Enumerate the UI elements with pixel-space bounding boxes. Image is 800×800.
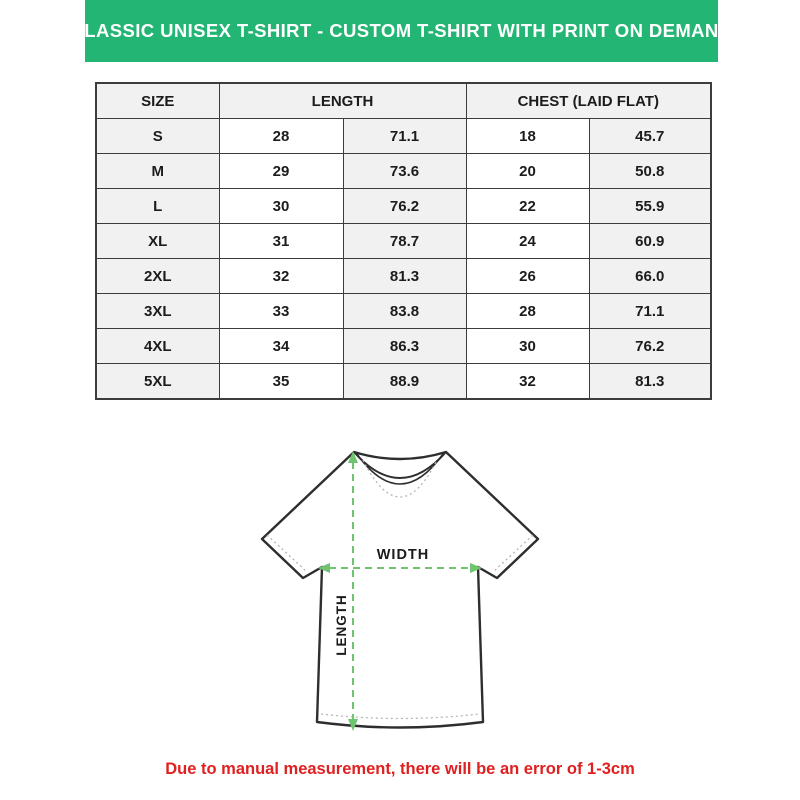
chest-cm-cell: 55.9 <box>589 189 711 224</box>
size-table <box>95 82 712 400</box>
chest-in-cell: 26 <box>466 259 589 294</box>
chest-in-cell: 28 <box>466 294 589 329</box>
length-in-cell: 30 <box>219 189 343 224</box>
chest-in-cell: 24 <box>466 224 589 259</box>
chest-in-cell: 22 <box>466 189 589 224</box>
size-cell: 3XL <box>96 294 219 329</box>
chest-cm-cell: 60.9 <box>589 224 711 259</box>
size-cell: 2XL <box>96 259 219 294</box>
chest-in-cell: 30 <box>466 329 589 364</box>
length-in-cell: 29 <box>219 154 343 189</box>
size-cell: 4XL <box>96 329 219 364</box>
table-header-row <box>96 83 711 119</box>
table-row <box>96 224 711 259</box>
length-cm-cell: 76.2 <box>343 189 466 224</box>
col-header-length: LENGTH <box>219 83 466 119</box>
table-row <box>96 364 711 400</box>
tshirt-outline <box>262 452 538 728</box>
length-label: LENGTH <box>334 594 349 656</box>
chest-cm-cell: 66.0 <box>589 259 711 294</box>
width-label: WIDTH <box>376 547 430 563</box>
length-in-cell: 34 <box>219 329 343 364</box>
size-cell: XL <box>96 224 219 259</box>
length-cm-cell: 86.3 <box>343 329 466 364</box>
tshirt-measurement-diagram <box>240 435 560 755</box>
table-row <box>96 259 711 294</box>
measurement-note: Due to manual measurement, there will be an error of 1-3cm <box>165 760 635 778</box>
size-cell: L <box>96 189 219 224</box>
length-cm-cell: 88.9 <box>343 364 466 400</box>
chest-cm-cell: 71.1 <box>589 294 711 329</box>
chest-cm-cell: 81.3 <box>589 364 711 400</box>
table-row <box>96 329 711 364</box>
col-header-size: SIZE <box>96 83 219 119</box>
table-row <box>96 189 711 224</box>
table-row <box>96 119 711 154</box>
length-cm-cell: 73.6 <box>343 154 466 189</box>
size-cell: M <box>96 154 219 189</box>
size-cell: 5XL <box>96 364 219 400</box>
chest-in-cell: 32 <box>466 364 589 400</box>
chest-cm-cell: 76.2 <box>589 329 711 364</box>
chest-in-cell: 18 <box>466 119 589 154</box>
page-title: CLASSIC UNISEX T-SHIRT - CUSTOM T-SHIRT WITH PRINT ON DEMAND <box>70 20 733 41</box>
length-in-cell: 32 <box>219 259 343 294</box>
table-row <box>96 294 711 329</box>
length-cm-cell: 83.8 <box>343 294 466 329</box>
length-cm-cell: 78.7 <box>343 224 466 259</box>
length-in-cell: 33 <box>219 294 343 329</box>
length-cm-cell: 71.1 <box>343 119 466 154</box>
chest-cm-cell: 50.8 <box>589 154 711 189</box>
length-in-cell: 31 <box>219 224 343 259</box>
size-cell: S <box>96 119 219 154</box>
length-in-cell: 28 <box>219 119 343 154</box>
col-header-chest: CHEST (LAID FLAT) <box>466 83 711 119</box>
table-row <box>96 154 711 189</box>
length-in-cell: 35 <box>219 364 343 400</box>
length-cm-cell: 81.3 <box>343 259 466 294</box>
chest-cm-cell: 45.7 <box>589 119 711 154</box>
chest-in-cell: 20 <box>466 154 589 189</box>
banner <box>70 0 733 62</box>
